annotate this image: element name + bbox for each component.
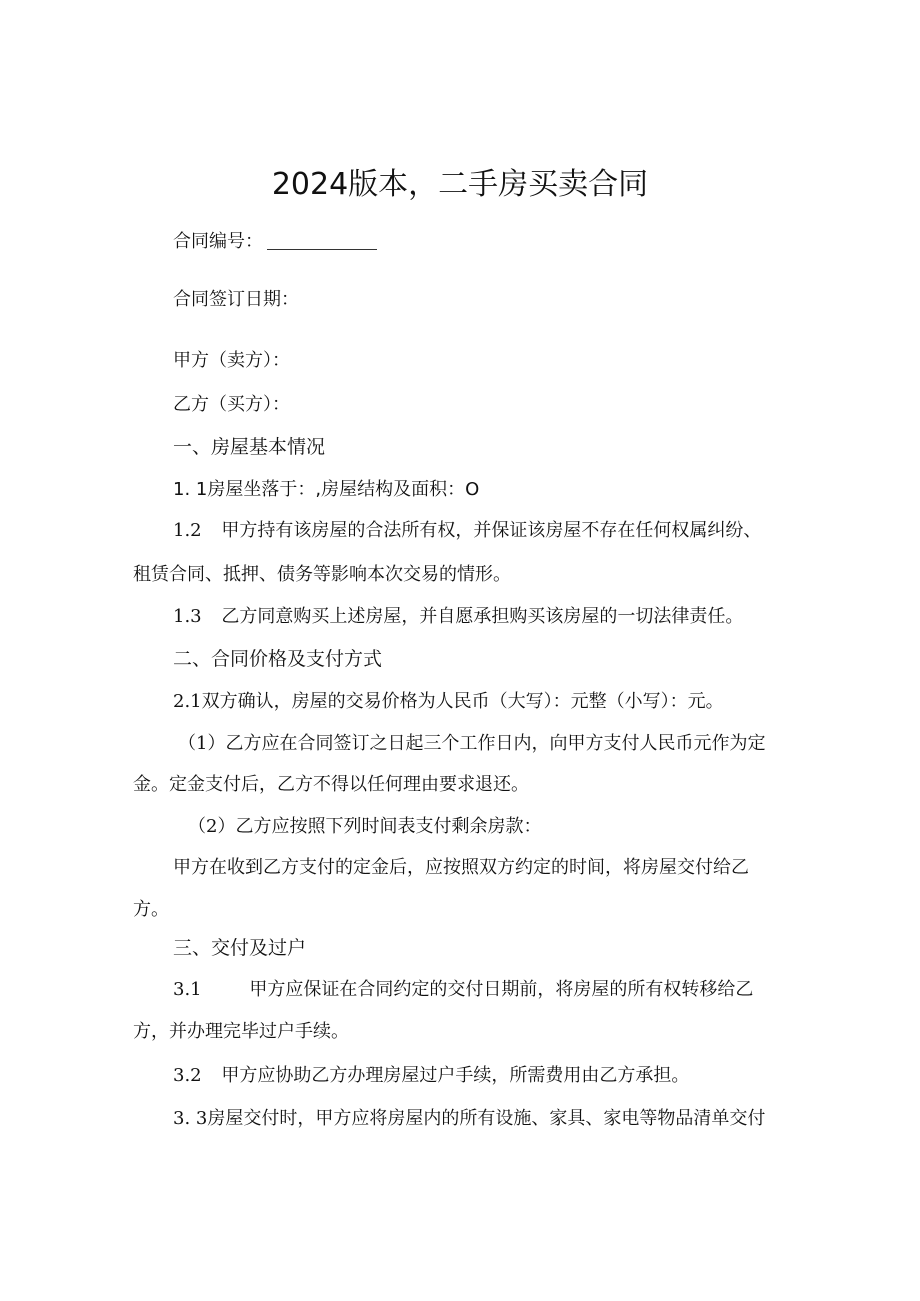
clause-3-3: 3. 3房屋交付时，甲方应将房屋内的所有设施、家具、家电等物品清单交付 [173,1108,766,1129]
clause-1-2-line-2: 租赁合同、抵押、债务等影响本次交易的情形。 [133,564,511,585]
clause-2-1-item-1-line-2: 金。定金支付后，乙方不得以任何理由要求退还。 [133,774,529,795]
clause-1-2-line-1 [173,518,761,544]
clause-1-3 [173,604,743,630]
clause-1-2-text: 甲方持有该房屋的合法所有权，并保证该房屋不存在任何权属纠纷、 [221,520,762,541]
document-title: 2024版本，二手房买卖合同 [271,167,649,202]
clause-3-1-line-1 [173,977,753,1003]
clause-3-1-line-2: 方，并办理完毕过户手续。 [133,1021,349,1042]
contract-number-row [173,229,377,255]
clause-2-1-item-1-line-1: （1）乙方应在合同签订之日起三个工作日内，向甲方支付人民币元作为定 [178,733,766,754]
party-a-label: 甲方（卖方）： [173,350,290,371]
clause-1-1: 1. 1房屋坐落于：,房屋结构及面积：O [173,479,480,500]
clause-3-2 [173,1063,689,1089]
contract-number-label: 合同编号： [173,231,263,252]
clause-2-1-item-2: （2）乙方应按照下列时间表支付剩余房款： [188,816,542,837]
party-b-label: 乙方（买方）： [173,394,290,415]
clause-1-3-text: 乙方同意购买上述房屋，并自愿承担购买该房屋的一切法律责任。 [221,606,744,627]
clause-3-2-number: 3.2 [173,1065,202,1086]
contract-number-blank [267,235,377,250]
section-1-heading: 一、房屋基本情况 [173,436,326,458]
delivery-paragraph-line-2: 方。 [133,899,169,920]
clause-1-2-number: 1.2 [173,520,202,541]
section-3-heading: 三、交付及过户 [173,937,307,959]
delivery-paragraph-line-1: 甲方在收到乙方支付的定金后，应按照双方约定的时间，将房屋交付给乙 [173,857,749,878]
clause-3-1-text: 甲方应保证在合同约定的交付日期前，将房屋的所有权转移给乙 [249,979,754,1000]
sign-date-label: 合同签订日期： [173,289,299,310]
clause-3-2-text: 甲方应协助乙方办理房屋过户手续，所需费用由乙方承担。 [221,1065,690,1086]
clause-2-1: 2.1双方确认，房屋的交易价格为人民币（大写）：元整（小写）：元。 [173,691,724,712]
clause-3-1-number: 3.1 [173,979,202,1000]
clause-1-3-number: 1.3 [173,606,202,627]
section-2-heading: 二、合同价格及支付方式 [173,648,383,670]
